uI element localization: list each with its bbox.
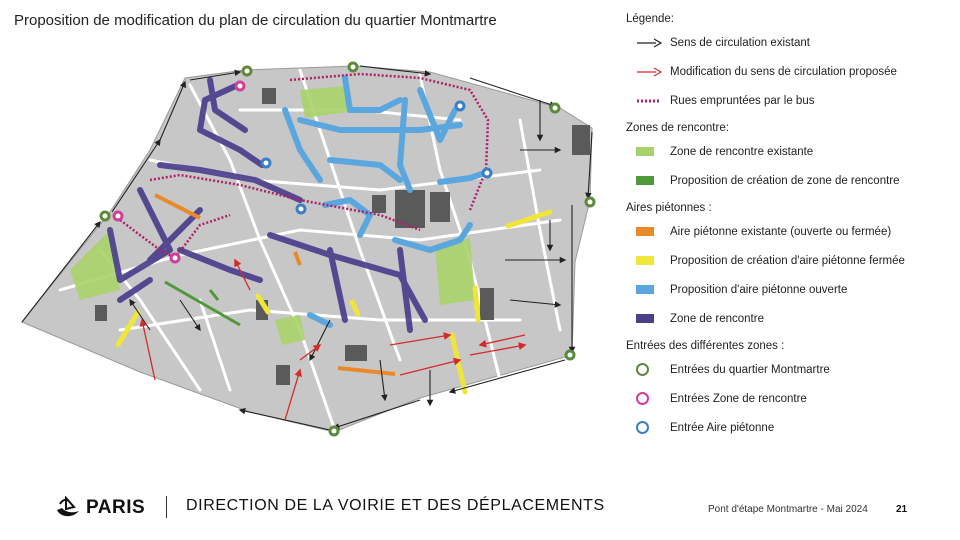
legend-item-existing-traffic [626,28,956,57]
legend-label: Proposition de création de zone de rencontre [670,174,900,187]
legend-label: Entrée Aire piétonne [670,421,775,434]
footer-divider [166,496,167,518]
violet-swatch-icon [636,314,654,323]
legend-label: Modification du sens de circulation proposée [670,65,897,78]
red-arrow-icon [636,65,666,79]
department-name: DIRECTION DE LA VOIRIE ET DES DÉPLACEMENTS [186,497,605,514]
footer [0,490,960,530]
legend-item-existing-pedestrian [626,217,956,246]
paris-logo [54,496,145,520]
legend-label: Sens de circulation existant [670,36,810,49]
legend-label: Entrées Zone de rencontre [670,392,807,405]
paris-ship-icon [54,496,82,520]
page-title: Proposition de modification du plan de circulation du quartier Montmartre [14,12,497,29]
pink-circle-icon [636,392,649,405]
legend-item-existing-zone [626,137,956,166]
legend-label: Entrées du quartier Montmartre [670,363,830,376]
district-map[interactable] [0,40,620,480]
legend-item-open-pedestrian [626,275,956,304]
map-canvas [0,40,620,480]
legend-item-meeting-zone [626,304,956,333]
black-arrow-icon [636,36,666,50]
light-green-swatch-icon [636,147,654,156]
page-number: 21 [896,504,908,515]
legend-label: Aire piétonne existante (ouverte ou fermée) [670,225,892,238]
legend-item-pedestrian-entries [626,413,956,442]
legend-item-district-entries [626,355,956,384]
orange-swatch-icon [636,227,654,236]
green-circle-icon [636,363,649,376]
legend-label: Zone de rencontre existante [670,145,814,158]
brand-name: PARIS [86,497,146,518]
legend-item-proposed-traffic [626,57,956,86]
legend-label: Proposition de création d'aire piétonne fermée [670,254,905,267]
blue-circle-icon [636,421,649,434]
legend-heading: Légende: [626,13,674,25]
dotted-line-icon [636,94,666,108]
legend-item-bus-routes [626,86,956,115]
legend-label: Rues empruntées par le bus [670,94,815,107]
legend-item-proposed-zone [626,166,956,195]
legend-heading-pedestrian: Aires piétonnes : [626,202,712,214]
legend-heading-zones: Zones de rencontre: [626,122,729,134]
legend-heading-entries: Entrées des différentes zones : [626,340,785,352]
legend-item-closed-pedestrian [626,246,956,275]
legend-item-meeting-entries [626,384,956,413]
blue-swatch-icon [636,285,654,294]
green-swatch-icon [636,176,654,185]
legend-label: Zone de rencontre [670,312,764,325]
footer-note: Pont d'étape Montmartre - Mai 2024 [708,504,868,515]
legend-label: Proposition d'aire piétonne ouverte [670,283,848,296]
yellow-swatch-icon [636,256,654,265]
map-legend [626,6,956,442]
